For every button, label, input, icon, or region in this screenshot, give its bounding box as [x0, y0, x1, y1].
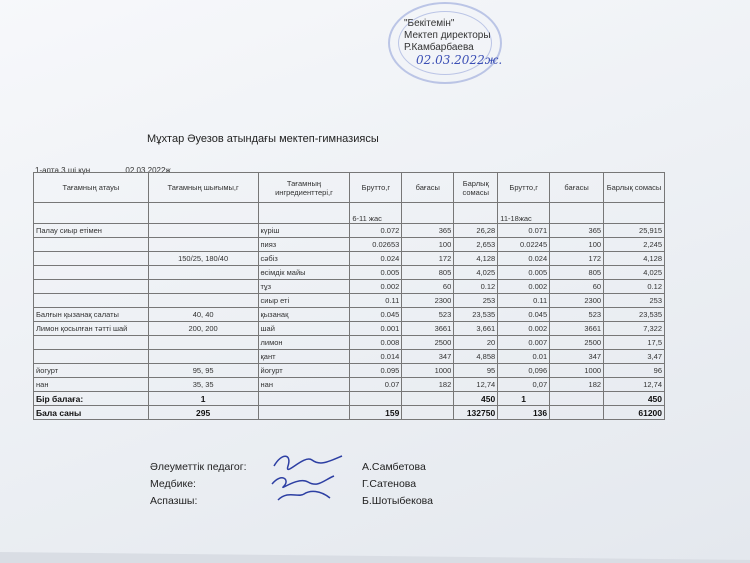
table-cell: 4,025	[454, 266, 498, 280]
table-cell: 2300	[402, 294, 454, 308]
table-cell	[34, 294, 149, 308]
table-cell: 523	[402, 308, 454, 322]
header-cell: Тағамның ингредиенттері,г	[258, 173, 350, 203]
table-cell: йогурт	[258, 364, 350, 378]
day-label: 1-апта 3 ші күн	[35, 166, 91, 175]
table-cell: Балғын қызанақ салаты	[34, 308, 149, 322]
table-cell: 3,661	[454, 322, 498, 336]
table-cell: 0.014	[350, 350, 402, 364]
menu-table	[33, 172, 665, 420]
table-cell: 0.12	[454, 280, 498, 294]
children-label: Бала саны	[34, 406, 149, 420]
table-cell: өсімдік майы	[258, 266, 350, 280]
table-cell: 3,47	[604, 350, 665, 364]
table-cell	[34, 238, 149, 252]
table-row	[34, 378, 665, 392]
approval-block	[404, 18, 502, 66]
approval-word: "Бекітемін"	[404, 18, 455, 29]
table-cell: 20	[454, 336, 498, 350]
header-cell: Брутто,г	[350, 173, 402, 203]
table-cell: Палау сиыр етімен	[34, 224, 149, 238]
per-child-v1: 1	[148, 392, 258, 406]
table-row	[34, 308, 665, 322]
table-cell: 150/25, 180/40	[148, 252, 258, 266]
table-cell: йогурт	[34, 364, 149, 378]
table-row	[34, 266, 665, 280]
table-cell: 182	[402, 378, 454, 392]
table-cell: 0.008	[350, 336, 402, 350]
table-cell: 0.024	[350, 252, 402, 266]
table-cell: тұз	[258, 280, 350, 294]
table-cell: 100	[550, 238, 604, 252]
table-row	[34, 238, 665, 252]
table-cell: 0.007	[498, 336, 550, 350]
table-cell: 0.002	[350, 280, 402, 294]
table-cell: нан	[258, 378, 350, 392]
table-cell: 523	[550, 308, 604, 322]
table-cell: 0.005	[350, 266, 402, 280]
table-cell: 365	[402, 224, 454, 238]
table-cell: 1000	[550, 364, 604, 378]
table-cell: 0.01	[498, 350, 550, 364]
table-cell: 1000	[402, 364, 454, 378]
table-cell: 0,096	[498, 364, 550, 378]
table-cell: 4,025	[604, 266, 665, 280]
staff-role: Аспазшы:	[150, 495, 198, 507]
table-cell	[148, 280, 258, 294]
staff-name: Г.Сатенова	[362, 478, 417, 490]
table-cell: 35, 35	[148, 378, 258, 392]
table-cell	[34, 280, 149, 294]
table-body	[34, 224, 665, 392]
per-child-sum1: 450	[454, 392, 498, 406]
table-cell: 172	[550, 252, 604, 266]
table-cell: Лимон қосылған тәтті шай	[34, 322, 149, 336]
table-cell: 2500	[402, 336, 454, 350]
handwritten-signatures	[268, 450, 348, 510]
table-cell: лимон	[258, 336, 350, 350]
table-row	[34, 280, 665, 294]
table-cell: 0.001	[350, 322, 402, 336]
children-sum2: 61200	[604, 406, 665, 420]
day-date: 02.03.2022ж	[125, 166, 171, 175]
table-cell	[148, 266, 258, 280]
table-cell	[148, 238, 258, 252]
children-brutto1: 159	[350, 406, 402, 420]
approval-position: Мектеп директоры	[404, 30, 491, 41]
table-cell: сиыр еті	[258, 294, 350, 308]
table-cell: сәбіз	[258, 252, 350, 266]
staff-role: Әлеуметтік педагог:	[150, 461, 247, 473]
staff-role: Медбике:	[150, 478, 196, 490]
table-cell: 12,74	[454, 378, 498, 392]
children-row	[34, 406, 665, 420]
table-cell: 4,128	[604, 252, 665, 266]
staff-name: А.Самбетова	[362, 461, 426, 473]
header-cell: Тағамның шығымы,г	[148, 173, 258, 203]
table-row	[34, 364, 665, 378]
table-cell: 0.02653	[350, 238, 402, 252]
table-cell: 0.072	[350, 224, 402, 238]
table-cell: 0.11	[350, 294, 402, 308]
table-cell: 0.02245	[498, 238, 550, 252]
table-cell	[34, 252, 149, 266]
table-cell: 95, 95	[148, 364, 258, 378]
table-cell: 26,28	[454, 224, 498, 238]
header-cell: бағасы	[550, 173, 604, 203]
table-cell: 0.024	[498, 252, 550, 266]
per-child-row	[34, 392, 665, 406]
table-cell: 0.002	[498, 280, 550, 294]
table-cell	[148, 224, 258, 238]
table-row	[34, 252, 665, 266]
table-cell: 4,128	[454, 252, 498, 266]
table-cell: 0,07	[498, 378, 550, 392]
children-brutto2: 136	[498, 406, 550, 420]
table-cell: 0.002	[498, 322, 550, 336]
table-cell: 0.045	[498, 308, 550, 322]
table-cell: 0.045	[350, 308, 402, 322]
table-cell: қант	[258, 350, 350, 364]
approval-name: Р.Камбарбаева	[404, 42, 474, 53]
table-cell: 253	[604, 294, 665, 308]
table-cell: 23,535	[454, 308, 498, 322]
table-cell: 172	[402, 252, 454, 266]
table-cell: пияз	[258, 238, 350, 252]
header-cell: Барлық сомасы	[604, 173, 665, 203]
header-cell: Барлық сомасы	[454, 173, 498, 203]
children-sum1: 132750	[454, 406, 498, 420]
table-cell: 0.095	[350, 364, 402, 378]
per-child-v2: 1	[498, 392, 550, 406]
children-count: 295	[148, 406, 258, 420]
table-cell: 0.12	[604, 280, 665, 294]
header-cell: бағасы	[402, 173, 454, 203]
table-cell	[34, 336, 149, 350]
approval-date: 02.03.2022ж.	[416, 53, 503, 67]
table-cell: 0.07	[350, 378, 402, 392]
staff-name: Б.Шотыбекова	[362, 495, 433, 507]
table-cell: 100	[402, 238, 454, 252]
table-cell: 2300	[550, 294, 604, 308]
age-row	[34, 203, 665, 224]
table-row	[34, 322, 665, 336]
table-cell: 805	[550, 266, 604, 280]
table-cell: 365	[550, 224, 604, 238]
table-cell: 347	[550, 350, 604, 364]
table-cell: 60	[402, 280, 454, 294]
table-cell: 12,74	[604, 378, 665, 392]
table-row	[34, 350, 665, 364]
table-cell: 253	[454, 294, 498, 308]
age-group-1: 6-11 жас	[350, 203, 402, 224]
table-row	[34, 294, 665, 308]
header-cell: Тағамның атауы	[34, 173, 149, 203]
table-cell	[34, 350, 149, 364]
document-title: Мұхтар Әуезов атындағы мектеп-гимназиясы	[147, 133, 379, 145]
table-cell: 3661	[402, 322, 454, 336]
table-cell: 182	[550, 378, 604, 392]
table-cell: күріш	[258, 224, 350, 238]
per-child-sum2: 450	[604, 392, 665, 406]
table-cell: 0.005	[498, 266, 550, 280]
table-cell	[34, 266, 149, 280]
table-cell: 95	[454, 364, 498, 378]
table-cell	[148, 350, 258, 364]
table-cell: 200, 200	[148, 322, 258, 336]
table-cell: 40, 40	[148, 308, 258, 322]
table-cell: 17,5	[604, 336, 665, 350]
table-cell: 805	[402, 266, 454, 280]
header-cell: Брутто,г	[498, 173, 550, 203]
table-cell: 23,535	[604, 308, 665, 322]
table-cell: 7,322	[604, 322, 665, 336]
table-cell: 2,653	[454, 238, 498, 252]
age-group-2: 11-18жас	[498, 203, 550, 224]
table-cell: 347	[402, 350, 454, 364]
table-cell: 25,915	[604, 224, 665, 238]
table-cell: нан	[34, 378, 149, 392]
header-row	[34, 173, 665, 203]
per-child-label: Бір балаға:	[34, 392, 149, 406]
table-row	[34, 224, 665, 238]
table-cell	[148, 336, 258, 350]
table-cell: 0.11	[498, 294, 550, 308]
table-row	[34, 336, 665, 350]
table-cell: 4,858	[454, 350, 498, 364]
table-cell: 3661	[550, 322, 604, 336]
table-cell: 96	[604, 364, 665, 378]
table-cell	[148, 294, 258, 308]
table-cell: 0.071	[498, 224, 550, 238]
table-cell: қызанақ	[258, 308, 350, 322]
table-cell: 60	[550, 280, 604, 294]
table-cell: 2500	[550, 336, 604, 350]
table-cell: 2,245	[604, 238, 665, 252]
table-cell: шай	[258, 322, 350, 336]
